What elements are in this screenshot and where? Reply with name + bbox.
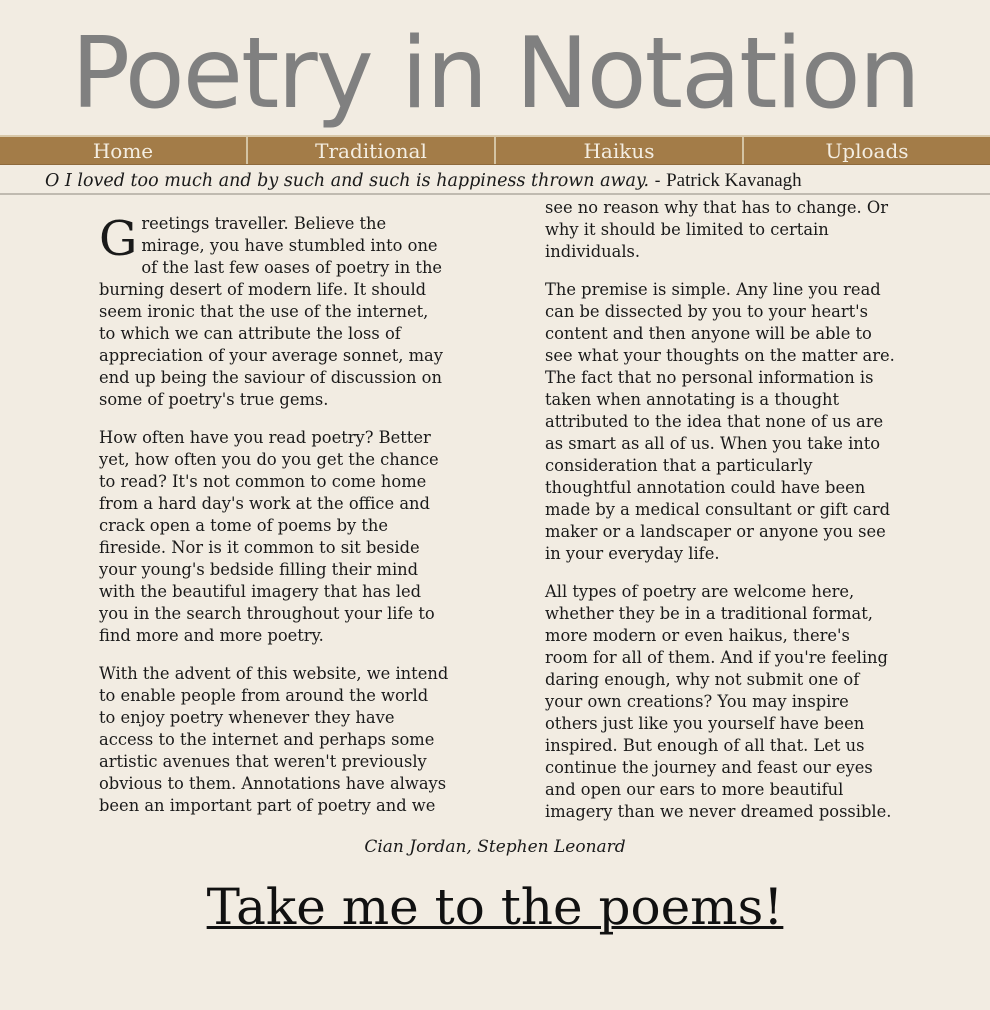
take-me-to-poems-link[interactable]: Take me to the poems! bbox=[206, 878, 784, 936]
main-nav bbox=[0, 135, 990, 165]
nav-uploads[interactable]: Uploads bbox=[825, 139, 909, 163]
quote-bar bbox=[0, 167, 990, 195]
nav-home[interactable]: Home bbox=[0, 137, 248, 164]
nav-traditional[interactable]: Traditional bbox=[248, 137, 496, 164]
paragraph-3: With the advent of this website, we intend to enable people from around the world to enjoy poetry whenever they have access to the internet and perhaps some artistic avenues that weren't previously obvious to them. Annotations have always been an important part of poetry and we bbox=[99, 664, 449, 815]
credits: Cian Jordan, Stephen Leonard bbox=[364, 837, 626, 857]
cta bbox=[0, 872, 990, 942]
intro-paragraph-text: reetings traveller. Believe the mirage, you have stumbled into one of the last few oases of poetry in the burning desert of modern life. It should seem ironic that the use of the internet, to which we can attribute the loss of appreciation of your average sonnet, may end up being the saviour of discussion on some of poetry's true gems. bbox=[99, 214, 443, 409]
paragraph-5: All types of poetry are welcome here, whether they be in a traditional format, more modern or even haikus, there's room for all of them. And if you're feeling daring enough, why not submit one of your own creations? You may inspire others just like you yourself have been inspired. But enough of all that. Let us continue the journey and feast our eyes and open our ears to more beautiful imagery than we never dreamed possible. bbox=[545, 582, 892, 821]
quote-text: O I loved too much and by such and such is happiness thrown away. bbox=[45, 171, 650, 191]
article-column-right bbox=[545, 197, 895, 839]
drop-cap: G bbox=[99, 211, 138, 267]
quote-author: Patrick Kavanagh bbox=[666, 170, 802, 191]
intro-paragraph bbox=[99, 213, 449, 411]
site-title: Poetry in Notation bbox=[71, 17, 919, 131]
nav-haikus[interactable]: Haikus bbox=[496, 137, 744, 164]
paragraph-4: The premise is simple. Any line you read can be dissected by you to your heart's content and then anyone will be able to see what your thoughts on the matter are. The fact that no personal information is taken when annotating is a thought attributed to the idea that none of us are as smart as all of us. When you take into consideration that a particularly thoughtful annotation could have been made by a medical consultant or gift card maker or a landscaper or anyone you see in your everyday life. bbox=[545, 280, 895, 563]
paragraph-2: How often have you read poetry? Better yet, how often you do you get the chance to read? It's not common to come home from a hard day's work at the office and crack open a tome of poems by the fireside. Nor is it common to sit beside your young's bedside filling their mind with the beautiful imagery that has led you in the search throughout your life to find more and more poetry. bbox=[99, 428, 439, 645]
quote-separator: - bbox=[649, 171, 667, 191]
paragraph-3-continued: see no reason why that has to change. Or why it should be limited to certain individuals. bbox=[545, 198, 889, 261]
article-column-left bbox=[99, 213, 449, 817]
